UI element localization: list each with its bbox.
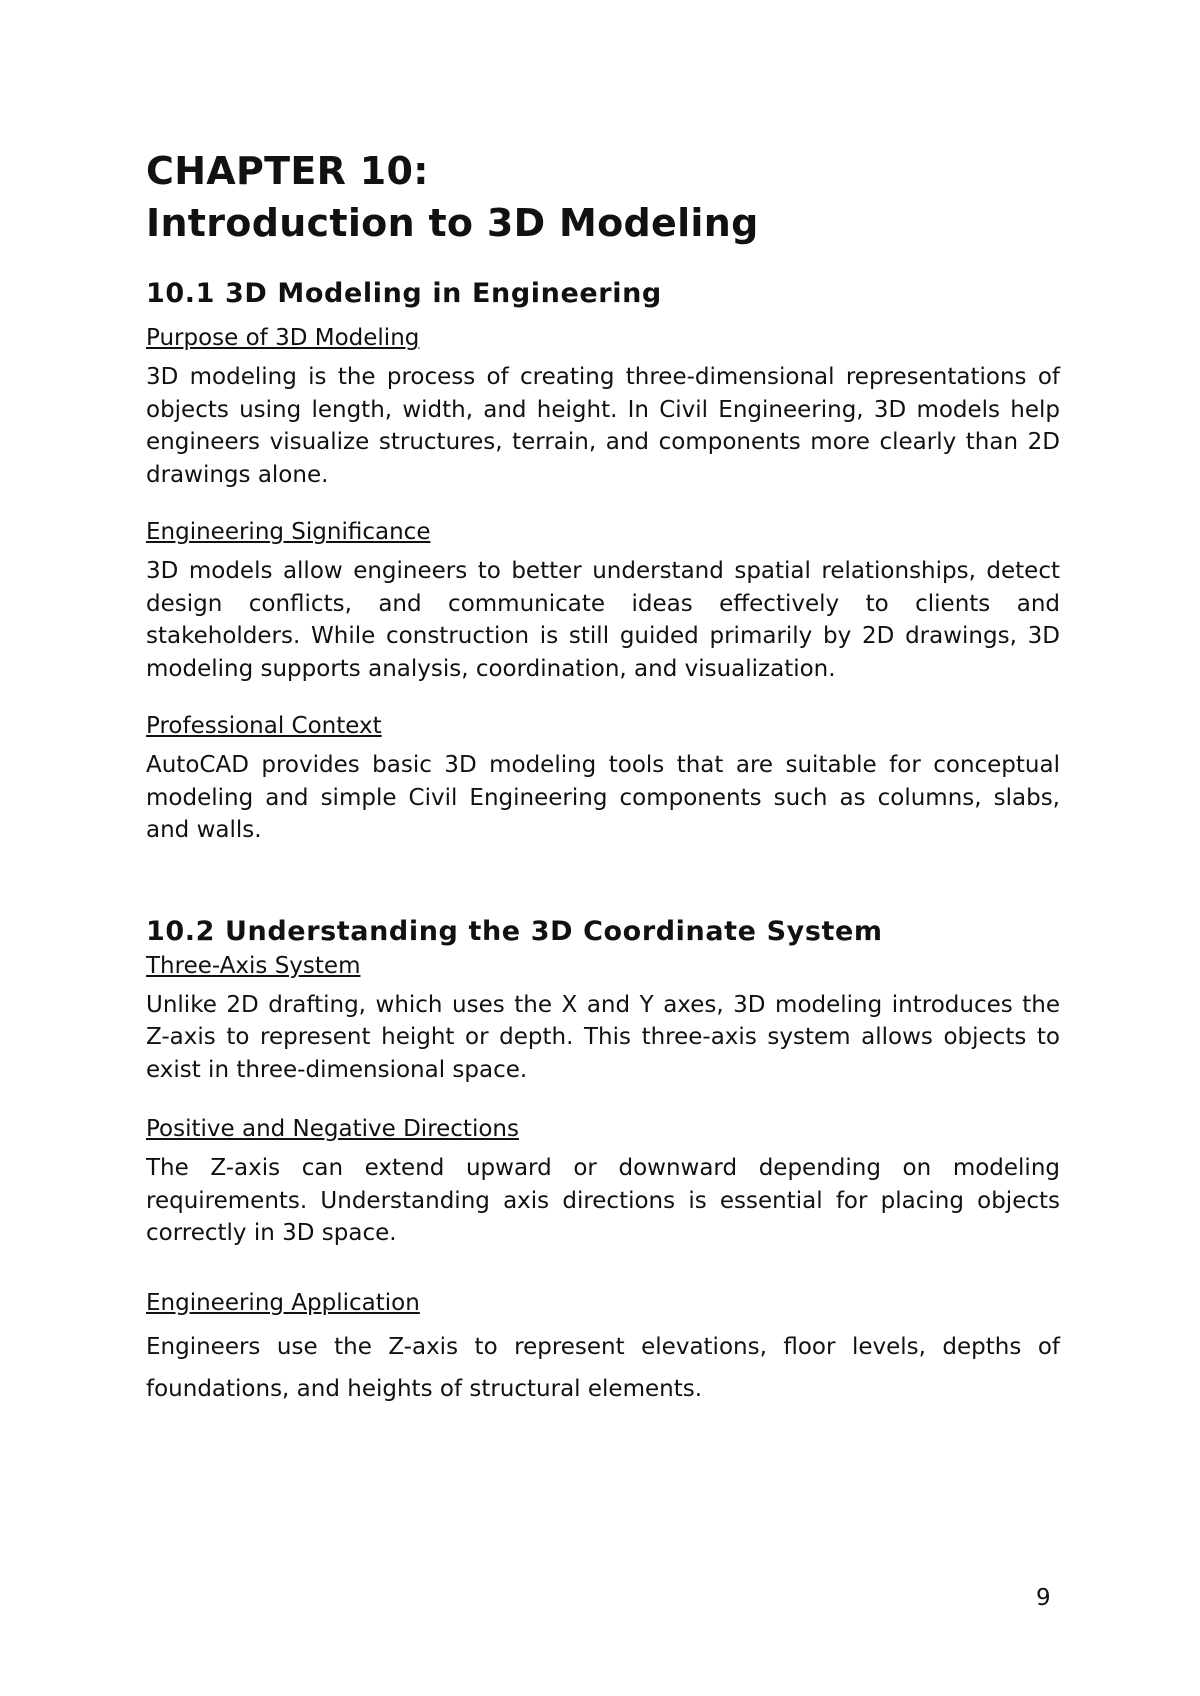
paragraph: 3D models allow engineers to better understand spatial relationships, detect design conflicts, and communicate ideas effectively to clients and stakeholders. While construction is still guided primarily by 2D drawings, 3D modeling supports analysis, coordination, and visualization.	[146, 558, 1060, 682]
subsection-heading: Professional Context	[146, 713, 382, 739]
section-title: 10.2 Understanding the 3D Coordinate System	[146, 915, 883, 947]
paragraph: 3D modeling is the process of creating three-dimensional representations of objects using length, width, and height. In Civil Engineering, 3D models help engineers visualize structures, terrain, and components more clearly than 2D drawings alone.	[146, 364, 1060, 488]
page-number: 9	[1036, 1585, 1051, 1611]
subsection-heading: Purpose of 3D Modeling	[146, 325, 420, 351]
subsection-heading: Three-Axis System	[146, 952, 361, 979]
subsection-heading: Positive and Negative Directions	[146, 1116, 519, 1142]
paragraph: AutoCAD provides basic 3D modeling tools that are suitable for conceptual modeling and simple Civil Engineering components such as columns, slabs, and walls.	[146, 752, 1060, 843]
paragraph: Engineers use the Z-axis to represent elevations, floor levels, depths of foundations, and heights of structural elements.	[146, 1333, 1060, 1402]
page-content	[146, 145, 1060, 1410]
section-title: 10.1 3D Modeling in Engineering	[146, 278, 662, 309]
chapter-label: CHAPTER 10:	[146, 149, 429, 193]
chapter-title: Introduction to 3D Modeling	[146, 201, 759, 245]
paragraph: Unlike 2D drafting, which uses the X and Y axes, 3D modeling introduces the Z-axis to represent height or depth. This three-axis system allows objects to exist in three-dimensional space.	[146, 991, 1060, 1083]
subsection-heading: Engineering Significance	[146, 519, 431, 545]
subsection-heading: Engineering Application	[146, 1289, 420, 1316]
paragraph: The Z-axis can extend upward or downward depending on modeling requirements. Understanding axis directions is essential for placing objects correctly in 3D space.	[146, 1155, 1060, 1246]
